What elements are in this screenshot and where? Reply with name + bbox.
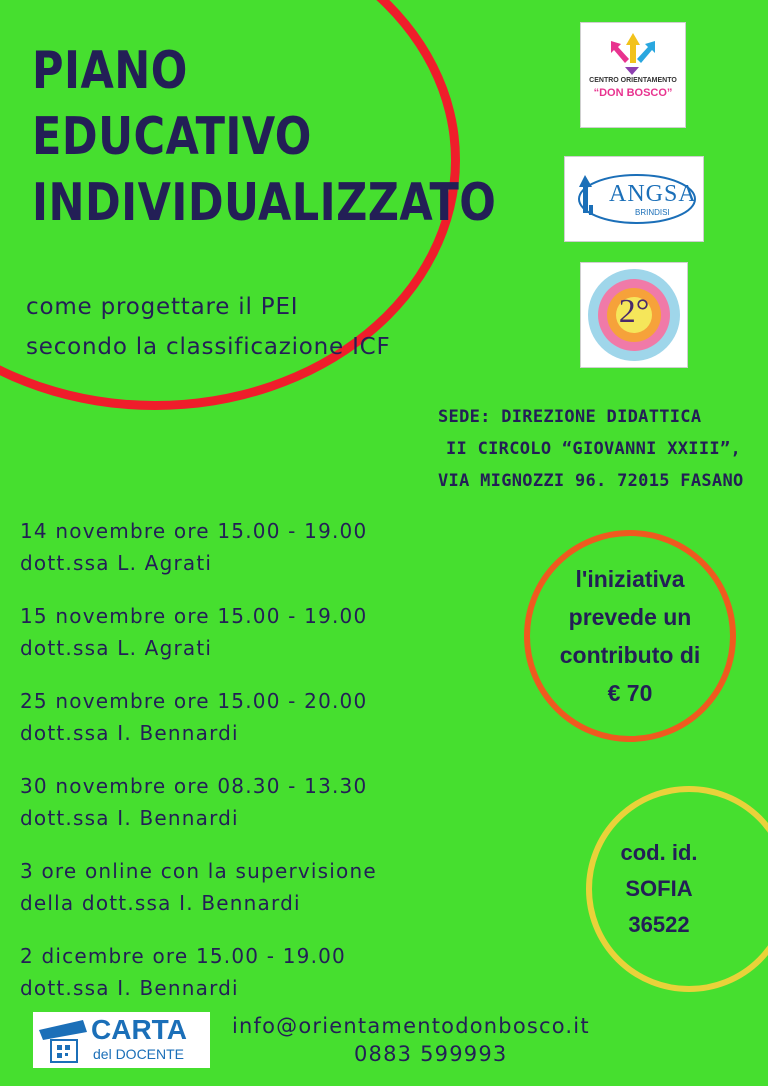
sofia-line-2: SOFIA (625, 876, 693, 901)
event-1-speaker: dott.ssa L. Agrati (20, 551, 213, 575)
contact-phone: 0883 599993 (354, 1042, 508, 1066)
contribution-line-1: l'iniziativa (575, 566, 685, 592)
contribution-badge (524, 530, 736, 742)
event-5-speaker: della dott.ssa I. Bennardi (20, 891, 301, 915)
don-bosco-logo-line-2: “DON BOSCO” (593, 87, 673, 99)
contribution-amount: € 70 (607, 680, 653, 706)
sofia-line-1: cod. id. (620, 840, 698, 865)
contact-email[interactable]: info@orientamentodonbosco.it (232, 1014, 590, 1038)
title-line-3: INDIVIDUALIZZATO (32, 173, 497, 233)
circolo-mark: 2° (618, 293, 650, 330)
event-5-date: 3 ore online con la supervisione (20, 859, 377, 883)
circolo-logo (580, 262, 688, 368)
contribution-line-3: contributo di (559, 642, 701, 668)
event-2-date: 15 novembre ore 15.00 - 19.00 (20, 604, 368, 628)
don-bosco-logo-line-1: CENTRO ORIENTAMENTO (589, 77, 677, 84)
carta-del-docente-logo (33, 1012, 210, 1068)
sede-line-2: II CIRCOLO “GIOVANNI XXIII”, (446, 439, 741, 459)
carta-line-2: del DOCENTE (93, 1046, 185, 1062)
angsa-logo (564, 156, 704, 242)
sede-line-1: SEDE: DIREZIONE DIDATTICA (438, 407, 702, 427)
arrows-icon (581, 23, 685, 127)
sede-line-3: VIA MIGNOZZI 96. 72015 FASANO (438, 471, 744, 491)
event-3-speaker: dott.ssa I. Bennardi (20, 721, 239, 745)
title-line-2: EDUCATIVO (32, 107, 312, 167)
contribution-line-2: prevede un (568, 604, 692, 630)
don-bosco-logo (580, 22, 686, 128)
event-6-date: 2 dicembre ore 15.00 - 19.00 (20, 944, 346, 968)
event-1-date: 14 novembre ore 15.00 - 19.00 (20, 519, 368, 543)
angsa-city: BRINDISI (635, 208, 670, 217)
sofia-code-badge (586, 786, 768, 992)
event-4-speaker: dott.ssa I. Bennardi (20, 806, 239, 830)
subtitle-line-1: come progettare il PEI (26, 294, 299, 320)
carta-docente-icon (33, 1012, 93, 1068)
subtitle-line-2: secondo la classificazione ICF (26, 334, 391, 360)
event-2-speaker: dott.ssa L. Agrati (20, 636, 213, 660)
sofia-code: 36522 (628, 912, 690, 937)
angsa-name: ANGSA (609, 181, 697, 207)
title-line-1: PIANO (32, 41, 188, 101)
event-4-date: 30 novembre ore 08.30 - 13.30 (20, 774, 368, 798)
event-3-date: 25 novembre ore 15.00 - 20.00 (20, 689, 368, 713)
carta-line-1: CARTA (91, 1014, 187, 1045)
event-6-speaker: dott.ssa I. Bennardi (20, 976, 239, 1000)
